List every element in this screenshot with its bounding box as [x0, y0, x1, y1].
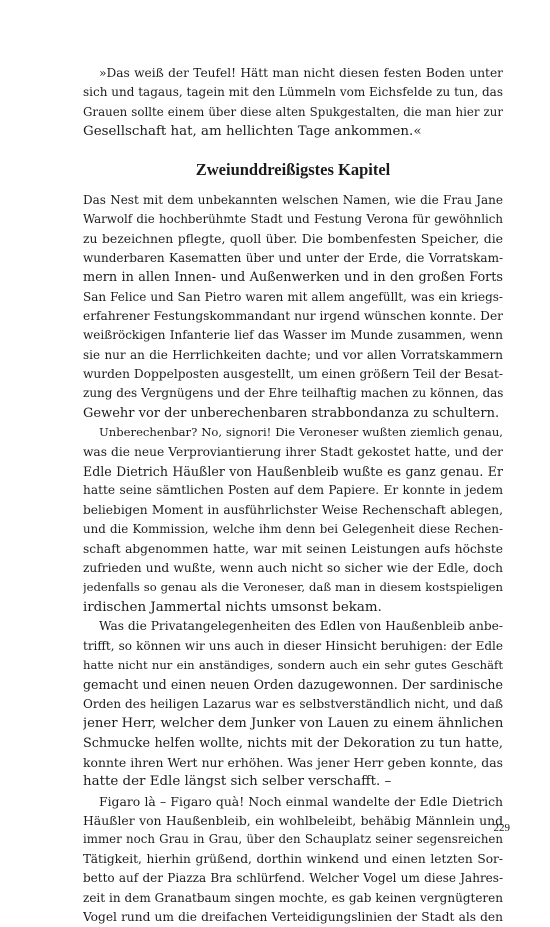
text-line: Häußler von Haußenbleib, ein wohlbeleibt, behäbig Männlein und	[83, 813, 503, 829]
chapter-title: Zweiunddreißigstes Kapitel	[195, 159, 391, 179]
text-line: Was die Privatangelegenheiten des Edlen von Haußenbleib anbe-	[99, 619, 503, 634]
text-line: mern in allen Innen- und Außenwerken und in den großen Forts	[83, 270, 503, 286]
text-line: Schmucke helfen wollte, nichts mit der Dekoration zu tun hatte,	[83, 735, 503, 751]
text-line: hatte der Edle längst sich selber verschafft. –	[83, 774, 392, 790]
text-line: Vogel rund um die dreifachen Verteidigungslinien der Stadt als den	[83, 910, 503, 925]
text-line: konnte ihren Wert nur erhöhen. Was jener Herr geben konnte, das	[83, 754, 503, 770]
text-line: immer noch Grau in Grau, über den Schauplatz seiner segensreichen	[83, 832, 503, 847]
paragraph-3	[83, 617, 503, 792]
text-line: San Felice und San Pietro waren mit allem angefüllt, was ein kriegs-	[83, 289, 503, 304]
text-line: »Das weiß der Teufel! Hätt man nicht diesen festen Boden unter	[99, 66, 503, 80]
text-line: irdischen Jammertal nichts umsonst bekam.	[83, 599, 382, 615]
text-line: wurden Doppelposten ausgestellt, um einen größern Teil der Besat-	[83, 367, 503, 382]
text-line: schaft abgenommen hatte, war mit seinen Leistungen aufs höchste	[83, 541, 503, 556]
text-line: Gewehr vor der unberechenbaren strabbondanza zu schultern.	[83, 405, 500, 421]
text-line: wunderbaren Kasematten über und unter der Erde, die Vorratskam-	[83, 250, 503, 265]
paragraph-4	[83, 792, 503, 927]
text-line: trifft, so können wir uns auch in dieser Hinsicht beruhigen: der Edle	[83, 638, 503, 653]
text-line: was die neue Verproviantierung ihrer Stadt gekostet hatte, und der	[83, 444, 503, 459]
text-line: jedenfalls so genau als die Veroneser, daß man in diesem kostspieligen	[83, 580, 503, 595]
text-line: Unberechenbar? No, signori! Die Veroneser wußten ziemlich genau,	[99, 425, 503, 440]
text-line: Figaro là – Figaro quà! Noch einmal wandelte der Edle Dietrich	[99, 793, 503, 809]
text-line: betto auf der Piazza Bra schlürfend. Welcher Vogel um diese Jahres-	[83, 871, 503, 886]
intro-paragraph	[83, 64, 503, 142]
text-line: hatte nicht nur ein anständiges, sondern auch ein sehr gutes Geschäft	[83, 657, 503, 672]
text-line: Tätigkeit, hierhin grüßend, dorthin winkend und einen letzten Sor-	[83, 851, 503, 866]
page-number: 229	[493, 822, 510, 834]
text-line: Orden des heiligen Lazarus war es selbstverständlich nicht, und daß	[83, 696, 503, 711]
paragraph-2	[83, 423, 503, 617]
text-line: Grauen sollte einem über diese alten Spukgestalten, die man hier zur	[83, 104, 503, 119]
text-line: zu bezeichnen pflegte, quoll über. Die bombenfesten Speicher, die	[83, 231, 503, 247]
text-line: Edle Dietrich Häußler von Haußenbleib wußte es ganz genau. Er	[83, 464, 503, 480]
text-line: zufrieden und wußte, wenn auch nicht so sicher wie der Edle, doch	[83, 560, 503, 575]
text-line: Warwolf die hochberühmte Stadt und Festung Verona für gewöhnlich	[83, 211, 503, 226]
paragraph-1	[83, 191, 503, 424]
text-line: jener Herr, welcher dem Junker von Lauen zu einem ähnlichen	[83, 716, 503, 732]
text-line: zeit in dem Granatbaum singen mochte, es gab keinen vergnügteren	[83, 890, 503, 905]
text-line: und die Kommission, welche ihm denn bei Gelegenheit diese Rechen-	[83, 522, 503, 537]
text-line: beliebigen Moment in ausführlichster Weise Rechenschaft ablegen,	[83, 502, 503, 517]
text-line: sich und tagaus, tagein mit den Lümmeln vom Eichsfelde zu tun, das	[83, 85, 503, 100]
text-line: Das Nest mit dem unbekannten welschen Namen, wie die Frau Jane	[83, 192, 503, 207]
text-line: sie nur an die Herrlichkeiten dachte; und vor allen Vorratskammern	[83, 347, 503, 362]
text-line: erfahrener Festungskommandant nur irgend wünschen konnte. Der	[83, 308, 503, 323]
book-page	[83, 64, 503, 927]
text-line: gemacht und einen neuen Orden dazugewonnen. Der sardinische	[83, 677, 503, 693]
text-line: zung des Vergnügens und der Ehre teilhaftig machen zu können, das	[83, 386, 503, 401]
text-line: weißröckigen Infanterie lief das Wasser im Munde zusammen, wenn	[83, 328, 503, 343]
text-line: Gesellschaft hat, am hellichten Tage ankommen.«	[83, 124, 422, 140]
text-line: hatte seine sämtlichen Posten auf dem Papiere. Er konnte in jedem	[83, 483, 503, 498]
